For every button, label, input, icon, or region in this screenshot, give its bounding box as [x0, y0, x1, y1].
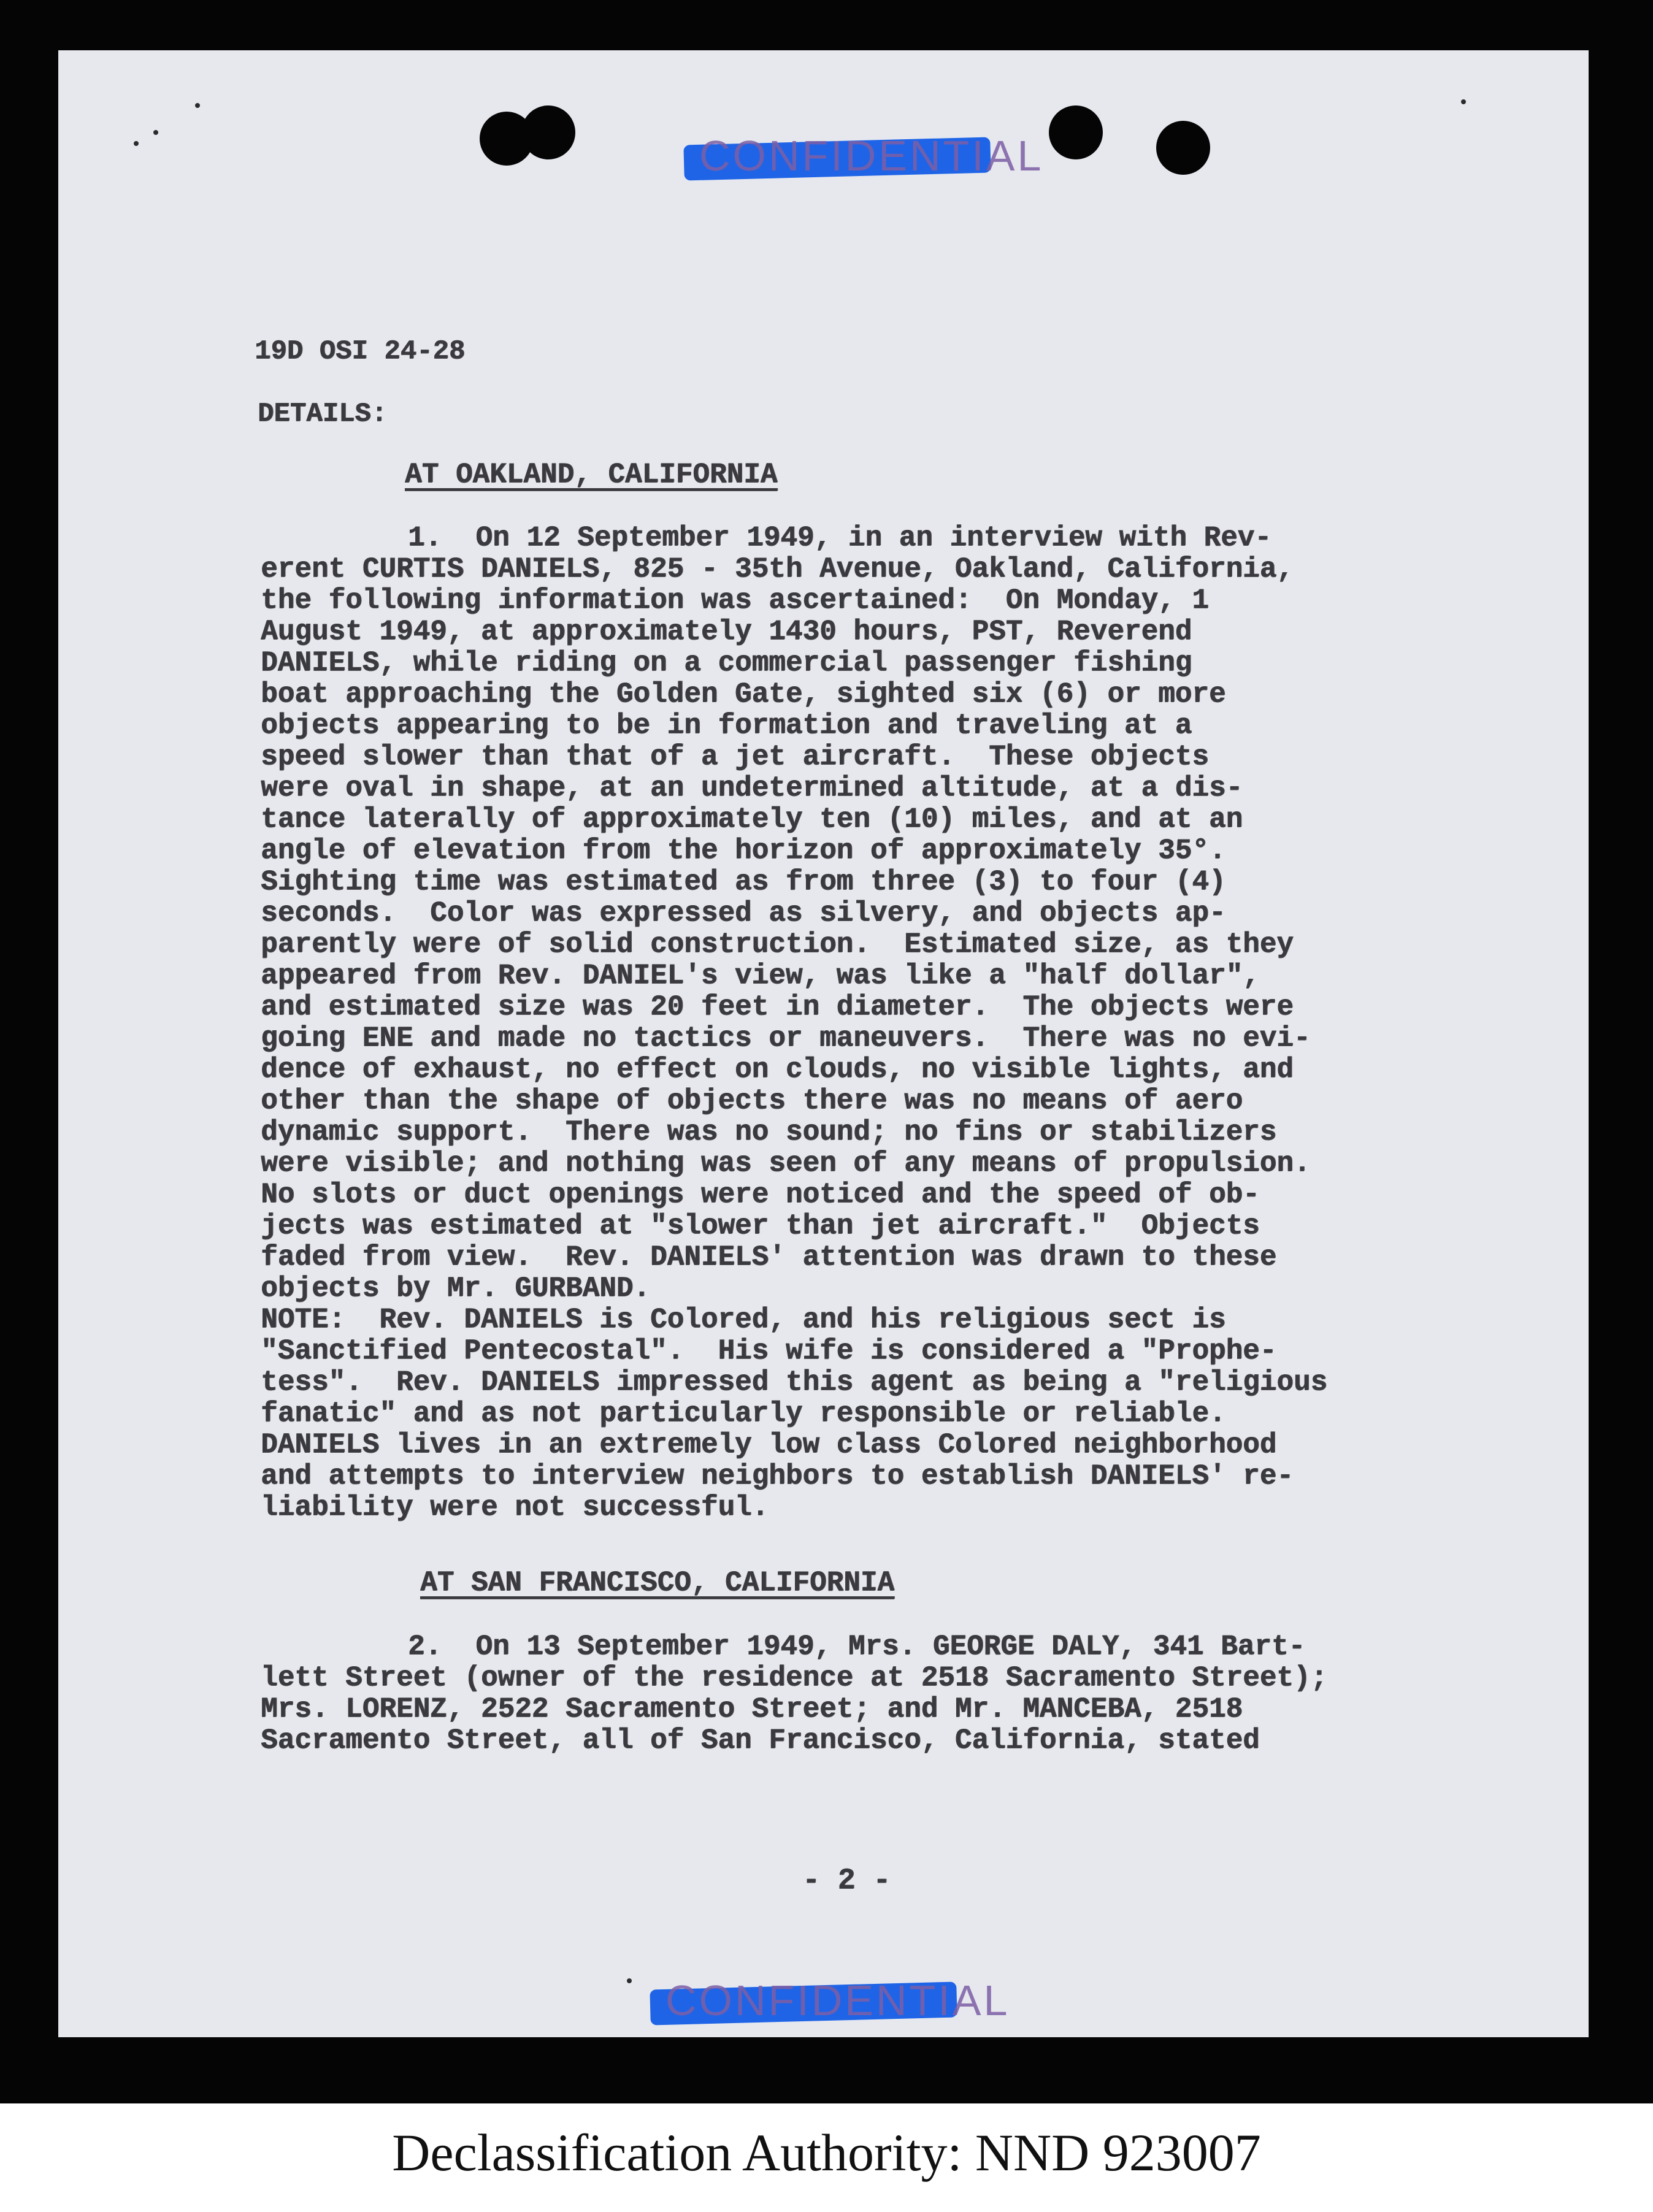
file-number: 19D OSI 24-28: [255, 336, 466, 367]
paragraph-line: lett Street (owner of the residence at 2518 Sacramento Street);: [261, 1662, 1328, 1694]
confidential-stamp-text: CONFIDENTIAL: [665, 1977, 1010, 2024]
paragraph-line: tance laterally of approximately ten (10) miles, and at an: [261, 803, 1243, 835]
paragraph-line: jects was estimated at "slower than jet aircraft." Objects: [261, 1210, 1260, 1242]
paragraph-line: boat approaching the Golden Gate, sighted six (6) or more: [261, 678, 1226, 710]
paragraph-line: were visible; and nothing was seen of any means of propulsion.: [261, 1147, 1311, 1179]
paragraph-line: seconds. Color was expressed as silvery, and objects ap-: [261, 897, 1226, 929]
paragraph-line: objects appearing to be in formation and traveling at a: [261, 710, 1192, 741]
paragraph-line: appeared from Rev. DANIEL's view, was like a "half dollar",: [261, 960, 1260, 992]
paragraph-line: dence of exhaust, no effect on clouds, no visible lights, and: [261, 1054, 1294, 1085]
confidential-stamp-bottom: [650, 1973, 1010, 2029]
paragraph-line: liability were not successful.: [261, 1491, 769, 1523]
paragraph-line: Mrs. LORENZ, 2522 Sacramento Street; and Mr. MANCEBA, 2518: [261, 1693, 1243, 1725]
paragraph-line: were oval in shape, at an undetermined altitude, at a dis-: [261, 772, 1243, 804]
section-heading-oakland: AT OAKLAND, CALIFORNIA: [405, 459, 778, 491]
paragraph-line: going ENE and made no tactics or maneuvers. There was no evi-: [261, 1022, 1311, 1054]
note-line: NOTE: Rev. DANIELS is Colored, and his religious sect is: [261, 1304, 1226, 1336]
paragraph-line: other than the shape of objects there was no means of aero: [261, 1085, 1243, 1117]
paragraph-line: parently were of solid construction. Estimated size, as they: [261, 928, 1294, 960]
paragraph-line: Sacramento Street, all of San Francisco, California, stated: [261, 1724, 1260, 1756]
paragraph-line: and estimated size was 20 feet in diameter. The objects were: [261, 991, 1294, 1023]
paragraph-line: August 1949, at approximately 1430 hours, PST, Reverend: [261, 616, 1192, 648]
paragraph-line: angle of elevation from the horizon of approximately 35°.: [261, 835, 1226, 867]
paragraph-line: "Sanctified Pentecostal". His wife is considered a "Prophe-: [261, 1335, 1277, 1367]
declassification-footer: Declassification Authority: NND 923007: [392, 2123, 1261, 2182]
details-label: DETAILS:: [258, 399, 388, 429]
paragraph-line: No slots or duct openings were noticed and the speed of ob-: [261, 1179, 1260, 1211]
paragraph-line: tess". Rev. DANIELS impressed this agent as being a "religious: [261, 1366, 1328, 1398]
paragraph-line: speed slower than that of a jet aircraft. These objects: [261, 741, 1209, 773]
confidential-stamp-text: CONFIDENTIAL: [699, 132, 1044, 180]
paragraph-line: erent CURTIS DANIELS, 825 - 35th Avenue, Oakland, California,: [261, 553, 1294, 585]
paragraph-line: objects by Mr. GURBAND.: [261, 1272, 650, 1304]
page-number: - 2 -: [802, 1864, 891, 1897]
paragraph-line: Sighting time was estimated as from three (3) to four (4): [261, 866, 1226, 898]
paragraph-line: faded from view. Rev. DANIELS' attention was drawn to these: [261, 1241, 1277, 1273]
paragraph-line: DANIELS, while riding on a commercial passenger fishing: [261, 647, 1192, 679]
paragraph-line: the following information was ascertained: On Monday, 1: [261, 584, 1209, 616]
section-heading-san-francisco: AT SAN FRANCISCO, CALIFORNIA: [420, 1567, 894, 1599]
paragraph-line: 1. On 12 September 1949, in an interview with Rev-: [408, 522, 1271, 554]
paragraph-line: 2. On 13 September 1949, Mrs. GEORGE DALY, 341 Bart-: [408, 1631, 1306, 1663]
paragraph-line: DANIELS lives in an extremely low class Colored neighborhood: [261, 1429, 1277, 1461]
paragraph-line: and attempts to interview neighbors to establish DANIELS' re-: [261, 1460, 1294, 1492]
paragraph-line: fanatic" and as not particularly responsible or reliable.: [261, 1398, 1226, 1429]
paragraph-line: dynamic support. There was no sound; no fins or stabilizers: [261, 1116, 1277, 1148]
